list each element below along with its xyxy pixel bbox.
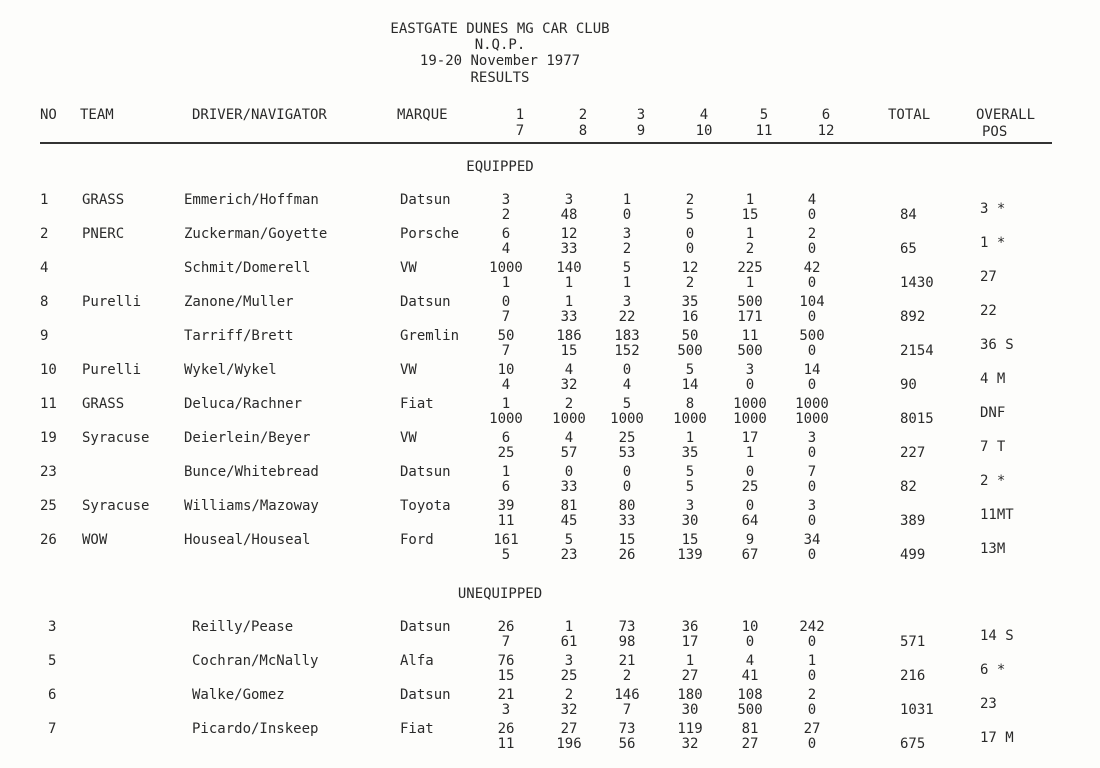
leg-score-bottom: 0 xyxy=(807,377,817,393)
leg-score-bottom: 3 xyxy=(501,702,511,718)
leg-score-top: 73 xyxy=(618,619,636,635)
team-name: Purelli xyxy=(82,362,142,378)
team-name: GRASS xyxy=(82,396,125,412)
leg-score-top: 81 xyxy=(560,498,578,514)
leg-score-top: 2 xyxy=(807,687,817,703)
total-score: 90 xyxy=(900,377,917,393)
leg-score-bottom: 0 xyxy=(685,241,695,257)
driver-navigator: Cochran/McNally xyxy=(192,653,319,669)
leg-score-top: 3 xyxy=(622,294,632,310)
leg-score-bottom: 2 xyxy=(622,241,632,257)
leg-score-top: 3 xyxy=(685,498,695,514)
leg-score-top: 25 xyxy=(618,430,636,446)
leg-score-bottom: 25 xyxy=(741,479,759,495)
driver-navigator: Zuckerman/Goyette xyxy=(184,226,328,242)
leg-score-bottom: 1 xyxy=(745,275,755,291)
leg-score-top: 1000 xyxy=(489,260,523,276)
driver-navigator: Williams/Mazoway xyxy=(184,498,319,514)
leg-score-bottom: 14 xyxy=(681,377,699,393)
leg-score-bottom: 1000 xyxy=(489,411,523,427)
leg-score-top: 5 xyxy=(622,260,632,276)
leg-score-bottom: 0 xyxy=(622,479,632,495)
leg-score-top: 10 xyxy=(497,362,515,378)
leg-score-top: 0 xyxy=(564,464,574,480)
overall-position: 4 M xyxy=(980,371,1006,387)
total-score: 571 xyxy=(900,634,926,650)
leg-score-top: 140 xyxy=(556,260,582,276)
entry-number: 10 xyxy=(40,362,57,378)
driver-navigator: Emmerich/Hoffman xyxy=(184,192,319,208)
marque: Toyota xyxy=(400,498,451,514)
event-code: N.Q.P. xyxy=(474,37,526,53)
col-header-total: TOTAL xyxy=(888,107,931,123)
leg-score-bottom: 5 xyxy=(685,479,695,495)
leg-score-bottom: 1000 xyxy=(673,411,707,427)
leg-score-bottom: 7 xyxy=(501,343,511,359)
leg-score-top: 12 xyxy=(560,226,578,242)
total-score: 1031 xyxy=(900,702,934,718)
leg-score-bottom: 98 xyxy=(618,634,636,650)
marque: Datsun xyxy=(400,687,451,703)
leg-score-top: 3 xyxy=(622,226,632,242)
leg-score-top: 10 xyxy=(741,619,759,635)
team-name: GRASS xyxy=(82,192,125,208)
leg-score-top: 108 xyxy=(737,687,763,703)
leg-score-top: 0 xyxy=(745,464,755,480)
leg-score-bottom: 33 xyxy=(560,241,578,257)
leg-score-top: 34 xyxy=(803,532,821,548)
leg-score-bottom: 4 xyxy=(622,377,632,393)
total-score: 8015 xyxy=(900,411,934,427)
leg-score-bottom: 64 xyxy=(741,513,759,529)
leg-score-bottom: 22 xyxy=(618,309,636,325)
col-header-marque: MARQUE xyxy=(397,107,448,123)
leg-score-bottom: 0 xyxy=(807,736,817,752)
leg-score-bottom: 7 xyxy=(501,309,511,325)
team-name: Syracuse xyxy=(82,430,150,446)
leg-score-bottom: 15 xyxy=(497,668,515,684)
leg-score-bottom: 1 xyxy=(564,275,574,291)
leg-score-bottom: 0 xyxy=(807,343,817,359)
leg-header-top: 5 xyxy=(759,107,769,123)
leg-header-top: 6 xyxy=(821,107,831,123)
driver-navigator: Reilly/Pease xyxy=(192,619,294,635)
col-header-overall: OVERALL xyxy=(976,107,1036,123)
leg-score-bottom: 15 xyxy=(560,343,578,359)
marque: VW xyxy=(400,362,417,378)
header-rule xyxy=(40,142,1052,144)
leg-score-bottom: 5 xyxy=(685,207,695,223)
driver-navigator: Picardo/Inskeep xyxy=(192,721,319,737)
leg-score-top: 2 xyxy=(564,396,574,412)
leg-score-top: 1 xyxy=(564,294,574,310)
leg-score-bottom: 67 xyxy=(741,547,759,563)
leg-score-top: 2 xyxy=(685,192,695,208)
leg-score-top: 1 xyxy=(745,226,755,242)
overall-position: 23 xyxy=(980,696,997,712)
marque: VW xyxy=(400,430,417,446)
col-header-no: NO xyxy=(40,107,57,123)
leg-score-top: 146 xyxy=(614,687,640,703)
marque: Datsun xyxy=(400,464,451,480)
leg-score-top: 5 xyxy=(685,464,695,480)
leg-score-top: 225 xyxy=(737,260,763,276)
total-score: 84 xyxy=(900,207,917,223)
total-score: 2154 xyxy=(900,343,934,359)
leg-score-top: 500 xyxy=(799,328,825,344)
leg-score-top: 8 xyxy=(685,396,695,412)
leg-score-top: 0 xyxy=(622,362,632,378)
driver-navigator: Wykel/Wykel xyxy=(184,362,277,378)
leg-score-bottom: 0 xyxy=(807,513,817,529)
total-score: 227 xyxy=(900,445,926,461)
leg-score-bottom: 139 xyxy=(677,547,703,563)
overall-position: 17 M xyxy=(980,730,1014,746)
leg-header-top: 1 xyxy=(515,107,525,123)
leg-score-bottom: 26 xyxy=(618,547,636,563)
leg-score-bottom: 23 xyxy=(560,547,578,563)
leg-score-top: 119 xyxy=(677,721,703,737)
leg-score-top: 3 xyxy=(807,430,817,446)
leg-score-top: 11 xyxy=(741,328,759,344)
marque: Gremlin xyxy=(400,328,460,344)
leg-score-bottom: 2 xyxy=(501,207,511,223)
leg-score-bottom: 0 xyxy=(807,309,817,325)
leg-score-bottom: 56 xyxy=(618,736,636,752)
leg-score-bottom: 4 xyxy=(501,377,511,393)
leg-score-top: 3 xyxy=(501,192,511,208)
entry-number: 7 xyxy=(48,721,57,737)
leg-score-top: 1 xyxy=(564,619,574,635)
leg-score-top: 21 xyxy=(618,653,636,669)
leg-score-top: 1 xyxy=(685,653,695,669)
leg-score-bottom: 4 xyxy=(501,241,511,257)
leg-score-top: 80 xyxy=(618,498,636,514)
leg-score-top: 4 xyxy=(564,362,574,378)
marque: Ford xyxy=(400,532,434,548)
leg-score-top: 0 xyxy=(622,464,632,480)
overall-position: 6 * xyxy=(980,662,1006,678)
leg-score-top: 5 xyxy=(622,396,632,412)
leg-score-top: 26 xyxy=(497,721,515,737)
leg-score-top: 7 xyxy=(807,464,817,480)
leg-score-bottom: 33 xyxy=(618,513,636,529)
leg-score-bottom: 152 xyxy=(614,343,640,359)
entry-number: 23 xyxy=(40,464,57,480)
leg-score-top: 42 xyxy=(803,260,821,276)
driver-navigator: Deluca/Rachner xyxy=(184,396,303,412)
leg-score-bottom: 7 xyxy=(622,702,632,718)
overall-position: 2 * xyxy=(980,473,1006,489)
marque: VW xyxy=(400,260,417,276)
driver-navigator: Tarriff/Brett xyxy=(184,328,294,344)
section-title: UNEQUIPPED xyxy=(457,586,543,602)
leg-header-bottom: 12 xyxy=(817,123,835,139)
entry-number: 25 xyxy=(40,498,57,514)
leg-score-bottom: 0 xyxy=(807,275,817,291)
leg-score-top: 50 xyxy=(681,328,699,344)
marque: Fiat xyxy=(400,721,434,737)
leg-score-top: 14 xyxy=(803,362,821,378)
entry-number: 6 xyxy=(48,687,57,703)
leg-header-bottom: 9 xyxy=(636,123,646,139)
overall-position: 27 xyxy=(980,269,997,285)
leg-score-top: 26 xyxy=(497,619,515,635)
entry-number: 11 xyxy=(40,396,57,412)
leg-score-bottom: 45 xyxy=(560,513,578,529)
overall-position: DNF xyxy=(980,405,1006,421)
overall-position: 3 * xyxy=(980,201,1006,217)
leg-score-bottom: 6 xyxy=(501,479,511,495)
entry-number: 1 xyxy=(40,192,49,208)
leg-score-bottom: 1000 xyxy=(795,411,829,427)
entry-number: 3 xyxy=(48,619,57,635)
leg-score-top: 3 xyxy=(564,192,574,208)
leg-score-bottom: 196 xyxy=(556,736,582,752)
leg-score-top: 76 xyxy=(497,653,515,669)
leg-score-top: 3 xyxy=(745,362,755,378)
leg-score-bottom: 48 xyxy=(560,207,578,223)
leg-score-top: 0 xyxy=(501,294,511,310)
leg-score-bottom: 27 xyxy=(681,668,699,684)
leg-score-bottom: 0 xyxy=(745,377,755,393)
leg-score-top: 6 xyxy=(501,430,511,446)
leg-score-top: 15 xyxy=(681,532,699,548)
leg-header-bottom: 10 xyxy=(695,123,713,139)
leg-score-top: 3 xyxy=(564,653,574,669)
team-name: PNERC xyxy=(82,226,125,242)
leg-header-top: 4 xyxy=(699,107,709,123)
marque: Alfa xyxy=(400,653,434,669)
leg-score-top: 15 xyxy=(618,532,636,548)
marque: Fiat xyxy=(400,396,434,412)
driver-navigator: Deierlein/Beyer xyxy=(184,430,311,446)
leg-score-top: 2 xyxy=(564,687,574,703)
leg-score-bottom: 16 xyxy=(681,309,699,325)
marque: Datsun xyxy=(400,294,451,310)
section-title: EQUIPPED xyxy=(466,159,534,175)
leg-score-bottom: 41 xyxy=(741,668,759,684)
leg-score-top: 1 xyxy=(501,396,511,412)
driver-navigator: Zanone/Muller xyxy=(184,294,294,310)
leg-score-bottom: 32 xyxy=(560,377,578,393)
club-name: EASTGATE DUNES MG CAR CLUB xyxy=(390,21,610,37)
leg-score-top: 27 xyxy=(803,721,821,737)
leg-score-top: 183 xyxy=(614,328,640,344)
leg-score-top: 104 xyxy=(799,294,825,310)
overall-position: 14 S xyxy=(980,628,1014,644)
leg-score-top: 1 xyxy=(685,430,695,446)
leg-header-top: 3 xyxy=(636,107,646,123)
leg-score-bottom: 30 xyxy=(681,702,699,718)
leg-header-top: 2 xyxy=(578,107,588,123)
leg-score-bottom: 1 xyxy=(745,445,755,461)
leg-score-top: 1 xyxy=(622,192,632,208)
leg-score-top: 186 xyxy=(556,328,582,344)
marque: Datsun xyxy=(400,192,451,208)
leg-score-bottom: 25 xyxy=(497,445,515,461)
leg-score-bottom: 5 xyxy=(501,547,511,563)
overall-position: 22 xyxy=(980,303,997,319)
leg-score-bottom: 0 xyxy=(807,668,817,684)
leg-score-top: 9 xyxy=(745,532,755,548)
leg-score-bottom: 1000 xyxy=(552,411,586,427)
leg-score-bottom: 1 xyxy=(501,275,511,291)
overall-position: 11MT xyxy=(980,507,1014,523)
leg-score-top: 39 xyxy=(497,498,515,514)
leg-score-top: 1000 xyxy=(733,396,767,412)
leg-score-bottom: 57 xyxy=(560,445,578,461)
marque: Porsche xyxy=(400,226,460,242)
leg-score-bottom: 32 xyxy=(681,736,699,752)
leg-score-bottom: 0 xyxy=(807,479,817,495)
leg-score-bottom: 33 xyxy=(560,479,578,495)
overall-position: 36 S xyxy=(980,337,1014,353)
leg-score-top: 27 xyxy=(560,721,578,737)
leg-score-bottom: 35 xyxy=(681,445,699,461)
overall-position: 7 T xyxy=(980,439,1006,455)
entry-number: 4 xyxy=(40,260,49,276)
leg-score-bottom: 15 xyxy=(741,207,759,223)
leg-header-bottom: 7 xyxy=(515,123,525,139)
total-score: 216 xyxy=(900,668,926,684)
leg-score-bottom: 1000 xyxy=(610,411,644,427)
leg-score-bottom: 1000 xyxy=(733,411,767,427)
leg-score-bottom: 32 xyxy=(560,702,578,718)
leg-score-bottom: 2 xyxy=(685,275,695,291)
driver-navigator: Walke/Gomez xyxy=(192,687,285,703)
leg-score-bottom: 2 xyxy=(622,668,632,684)
driver-navigator: Bunce/Whitebread xyxy=(184,464,319,480)
leg-score-top: 4 xyxy=(807,192,817,208)
leg-score-top: 73 xyxy=(618,721,636,737)
entry-number: 5 xyxy=(48,653,57,669)
team-name: WOW xyxy=(82,532,108,548)
leg-score-bottom: 500 xyxy=(677,343,703,359)
col-header-driver: DRIVER/NAVIGATOR xyxy=(192,107,327,123)
marque: Datsun xyxy=(400,619,451,635)
driver-navigator: Houseal/Houseal xyxy=(184,532,311,548)
leg-score-top: 1 xyxy=(501,464,511,480)
leg-score-top: 21 xyxy=(497,687,515,703)
col-header-pos: POS xyxy=(982,124,1008,140)
entry-number: 9 xyxy=(40,328,49,344)
overall-position: 1 * xyxy=(980,235,1006,251)
leg-score-top: 161 xyxy=(493,532,519,548)
leg-header-bottom: 8 xyxy=(578,123,588,139)
leg-score-bottom: 17 xyxy=(681,634,699,650)
overall-position: 13M xyxy=(980,541,1006,557)
leg-score-bottom: 7 xyxy=(501,634,511,650)
leg-score-top: 242 xyxy=(799,619,825,635)
leg-score-bottom: 500 xyxy=(737,343,763,359)
leg-score-bottom: 11 xyxy=(497,513,515,529)
leg-score-top: 36 xyxy=(681,619,699,635)
leg-score-bottom: 33 xyxy=(560,309,578,325)
leg-score-top: 12 xyxy=(681,260,699,276)
leg-score-bottom: 0 xyxy=(807,702,817,718)
leg-score-top: 4 xyxy=(745,653,755,669)
leg-score-bottom: 0 xyxy=(807,547,817,563)
leg-score-bottom: 1 xyxy=(622,275,632,291)
total-score: 82 xyxy=(900,479,917,495)
total-score: 65 xyxy=(900,241,917,257)
leg-score-top: 0 xyxy=(745,498,755,514)
leg-score-bottom: 11 xyxy=(497,736,515,752)
leg-score-top: 35 xyxy=(681,294,699,310)
leg-score-top: 1 xyxy=(745,192,755,208)
leg-score-bottom: 25 xyxy=(560,668,578,684)
leg-score-bottom: 2 xyxy=(745,241,755,257)
leg-score-bottom: 53 xyxy=(618,445,636,461)
leg-score-top: 5 xyxy=(685,362,695,378)
leg-score-top: 180 xyxy=(677,687,703,703)
leg-score-bottom: 0 xyxy=(807,207,817,223)
leg-score-bottom: 0 xyxy=(807,445,817,461)
leg-score-top: 500 xyxy=(737,294,763,310)
leg-score-top: 4 xyxy=(564,430,574,446)
leg-score-bottom: 30 xyxy=(681,513,699,529)
leg-score-bottom: 27 xyxy=(741,736,759,752)
leg-score-bottom: 0 xyxy=(807,241,817,257)
entry-number: 19 xyxy=(40,430,57,446)
driver-navigator: Schmit/Domerell xyxy=(184,260,311,276)
entry-number: 2 xyxy=(40,226,49,242)
total-score: 499 xyxy=(900,547,926,563)
results-heading: RESULTS xyxy=(470,70,530,86)
leg-score-bottom: 0 xyxy=(622,207,632,223)
leg-score-bottom: 171 xyxy=(737,309,763,325)
team-name: Purelli xyxy=(82,294,142,310)
leg-header-bottom: 11 xyxy=(755,123,773,139)
leg-score-top: 6 xyxy=(501,226,511,242)
leg-score-bottom: 0 xyxy=(745,634,755,650)
col-header-team: TEAM xyxy=(80,107,114,123)
team-name: Syracuse xyxy=(82,498,150,514)
leg-score-top: 2 xyxy=(807,226,817,242)
total-score: 389 xyxy=(900,513,926,529)
entry-number: 26 xyxy=(40,532,57,548)
leg-score-bottom: 61 xyxy=(560,634,578,650)
leg-score-top: 1 xyxy=(807,653,817,669)
leg-score-top: 50 xyxy=(497,328,515,344)
leg-score-top: 5 xyxy=(564,532,574,548)
leg-score-bottom: 0 xyxy=(807,634,817,650)
total-score: 675 xyxy=(900,736,926,752)
total-score: 1430 xyxy=(900,275,934,291)
leg-score-top: 3 xyxy=(807,498,817,514)
event-date: 19-20 November 1977 xyxy=(419,53,581,69)
leg-score-top: 81 xyxy=(741,721,759,737)
total-score: 892 xyxy=(900,309,926,325)
leg-score-top: 1000 xyxy=(795,396,829,412)
leg-score-bottom: 500 xyxy=(737,702,763,718)
entry-number: 8 xyxy=(40,294,49,310)
leg-score-top: 0 xyxy=(685,226,695,242)
leg-score-top: 17 xyxy=(741,430,759,446)
